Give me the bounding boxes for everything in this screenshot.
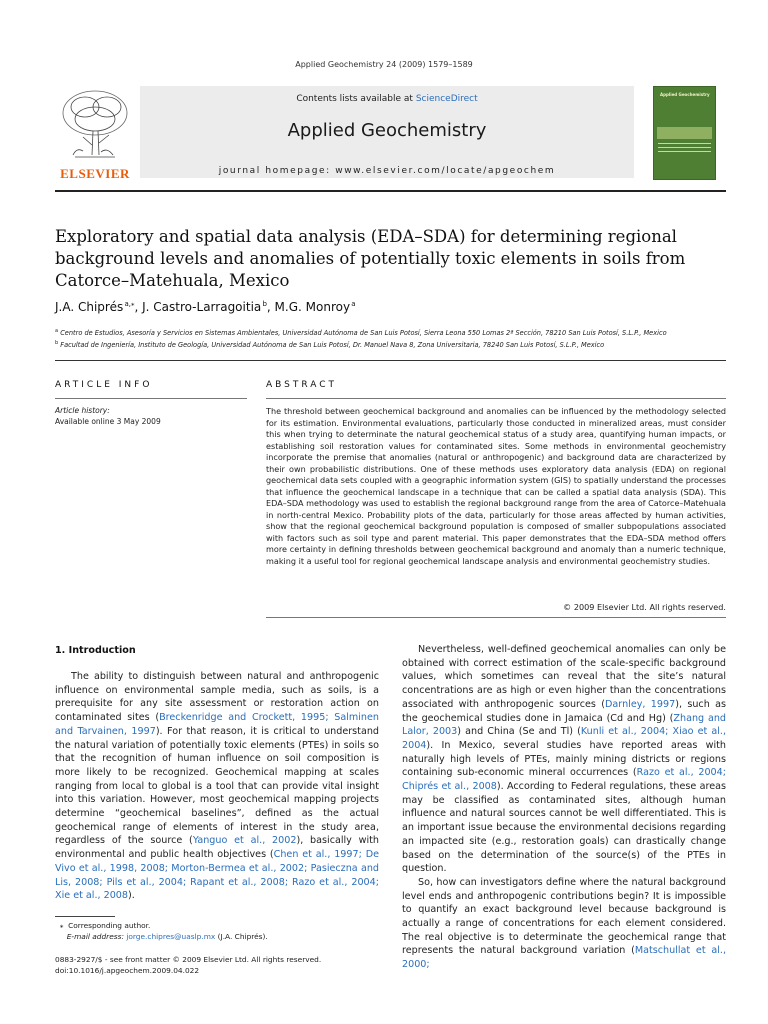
article-history-date: Available online 3 May 2009 [55,417,161,426]
contents-prefix: Contents lists available at [296,94,416,104]
body-paragraph [402,643,726,876]
article-info-heading: ARTICLE INFO [55,380,153,390]
citation-link[interactable]: Matschullat et al., 2000; [402,945,726,971]
abstract-rule [266,398,726,399]
article-history-label: Article history: [55,406,110,415]
abstract-bottom-rule [266,617,726,618]
citation-link[interactable]: Razo et al., 2004; Chiprés et al., 2008 [402,767,726,793]
abstract-heading: ABSTRACT [266,380,338,390]
article-title: Exploratory and spatial data analysis (EDA–SDA) for determining regional background levels and anomalies of potentially toxic elements in soils from Catorce–Matehuala, Mexico [55,227,686,290]
email-link[interactable]: jorge.chipres@uaslp.mx [126,932,216,941]
footnote-line [55,931,379,942]
citation-link[interactable]: Kunli et al., 2004; Xiao et al., 2004 [402,726,726,751]
author-affil-marker[interactable]: b [262,300,267,308]
affiliation-text: Centro de Estudios, Asesoría y Servicios en Sistemas Ambientales, Universidad Autónoma de San Luis Potosí, Sierra Leona 550 Lomas 2ª Sección, 78210 San Luis Potosí, S.L.P., Mexico [60,329,667,338]
front-matter-line: 0883-2927/$ - see front matter © 2009 Elsevier Ltd. All rights reserved. [55,955,322,964]
citation-link[interactable]: Breckenridge and Crockett, 1995; Salminen and Tarvainen, 1997 [55,712,379,737]
body-paragraph [55,670,379,903]
corresponding-author-label: Corresponding author. [68,921,151,930]
author-name: M.G. Monroy [274,300,351,314]
header-rule [55,190,726,192]
cover-line [658,151,711,152]
journal-homepage[interactable]: journal homepage: www.elsevier.com/locate/apgeochem [218,166,556,176]
abstract-copyright: © 2009 Elsevier Ltd. All rights reserved. [563,602,726,612]
cover-band [657,127,712,139]
paragraph-text: The ability to distinguish between natural and anthropogenic influence on environmental sample media, such as soils, is a prerequisite for any site assessment or restoration action on contaminated sites ( [55,671,379,724]
author-name: J.A. Chiprés [55,300,124,314]
elsevier-wordmark: ELSEVIER [60,166,130,181]
author-name: J. Castro-Larragoitia [142,300,262,314]
email-label: E-mail address: [66,932,127,941]
section-rule [55,360,726,361]
footnote-marker: ⁎ [59,921,64,930]
paragraph-text: ). For that reason, it is critical to understand the natural variation of potentially toxic elements (PTEs) in soils so that the recognition of human influence on soil composition is more likely to be recognized. Geochemical mapping at scales ranging from local to global is a tool that can provide vital insight into this variation. However, most geochemical mapping projects determine “geochemical baselines”, defined as the actual geochemical range of elements of interest in the study area, regardless of the source ( [55,725,379,847]
citation-link[interactable]: Zhang and Lalor, 2003 [402,712,726,738]
section-heading-introduction: 1. Introduction [55,645,136,656]
paragraph-text: ), such as the geochemical studies done in Jamaica (Cd and Hg) ( [402,698,727,724]
author-affil-marker[interactable]: a [351,300,356,308]
cover-line [658,143,711,144]
journal-banner [140,86,634,178]
affiliation-marker: a [55,328,59,334]
citation-link[interactable]: Chen et al., 1997; De Vivo et al., 1998, 2008; Morton-Bermea et al., 2002; Pasieczna and Lis, 2008; Pils et al., 2004; Rapant et al., 2008; Razo et al., 2004; Xie et al., 2008 [55,849,379,902]
article-info-rule [55,398,247,399]
author-list: J.A. Chiprés $^{a,⁎}$, J. Castro-Larragoitia $^b$, M.G. Monroy $^a$ [55,300,356,314]
paragraph-text: ) and China (Se and Tl) ( [457,726,581,738]
paragraph-text: ). [128,890,135,902]
footnote-line [55,920,379,931]
affiliation-marker: b [55,340,59,347]
footnote-rule [55,916,115,917]
affiliation-text: Facultad de Ingeniería, Instituto de Geología, Universidad Autónoma de San Luis Potosí, Dr. Manuel Nava 8, Zona Universitaria, 78240 San Luis Potosí, S.L.P., Mexico [60,341,605,350]
cover-title: Applied Geochemistry [660,92,710,97]
paragraph-text: So, how can investigators define where the natural background level ends and anthropogenic contributions begin? It is impossible to quantify an exact background level because background is actually a range of concentrations for each element considered. The real objective is to determinate the geochemical range that represents the natural background variation ( [402,876,726,957]
abstract-text: The threshold between geochemical background and anomalies can be influenced by the methodology selected for its estimation. Environmental evaluations, particularly those conducted in mineralized areas, must consider this when trying to determinate the natural geochemical status of a study area, quantifying human impacts, or establishing soil restoration values for contaminated sites. Some methods in environmental geochemistry incorporate the premise that anomalies (natural or anthropogenic) and background data are characterized by their own probabilistic distributions. One of these methods uses exploratory data analysis (EDA) on regional geochemical data sets coupled with a geographic information system (GIS) to spatially understand the processes that influence the geochemical landscape in a technique that can be called a spatial data analysis (SDA). This EDA–SDA methodology was used to establish the regional background range from the area of Catorce–Matehuala in north-central Mexico. Probability plots of the data, particularly for those areas affected by human activities, show that the regional geochemical background population is composed of smaller subpopulations associated with factors such as soil type and parent material. This paper demonstrates that the EDA–SDA method offers more certainty in defining thresholds between geochemical background and anomaly than a numeric technique, making it a useful tool for regional geochemical landscape analysis and environmental geochemistry studies. [266,406,726,566]
journal-name: Applied Geochemistry [287,120,487,141]
corresponding-author-footnote [55,920,379,942]
journal-citation: Applied Geochemistry 24 (2009) 1579–1589 [295,60,473,69]
paragraph-text: Nevertheless, well-defined geochemical anomalies can only be obtained with correct estimation of the scale-specific background values, which sometimes can reveal that the site’s natural concentrations are as high or even higher than the concentrations associated with anthropogenic sources ( [402,644,726,710]
cover-line [658,147,711,148]
doi-line: doi:10.1016/j.apgeochem.2009.04.022 [55,966,200,975]
affiliations [55,326,727,350]
sciencedirect-link[interactable]: ScienceDirect [415,94,478,104]
citation-link[interactable]: Yanguo et al., 2002 [192,835,297,847]
email-suffix: (J.A. Chiprés). [215,932,268,941]
affiliation [55,326,727,338]
body-column-right [402,643,726,972]
paragraph-text: ), basically with environmental and public health objectives ( [55,835,379,861]
affiliation [55,338,727,350]
citation-link[interactable]: Darnley, 1997 [605,698,676,710]
paragraph-text: ). In Mexico, several studies have reported areas with naturally high levels of PTEs, mainly mining districts or regions containing sub-economic mineral occurrences ( [402,739,726,779]
journal-cover-thumbnail [653,86,716,180]
paragraph-text: ). According to Federal regulations, these areas may be classified as contaminated sites, although human influence and natural sources cannot be well differentiated. This is an important issue because the environmental decisions regarding an impacted site (e.g., restoration goals) can drastically change based on the determination of the source(s) of the PTEs in question. [402,781,726,875]
contents-line [140,94,634,104]
body-column-left [55,670,379,903]
page-footer [55,954,455,976]
author-affil-marker[interactable]: a,⁎ [124,300,135,308]
